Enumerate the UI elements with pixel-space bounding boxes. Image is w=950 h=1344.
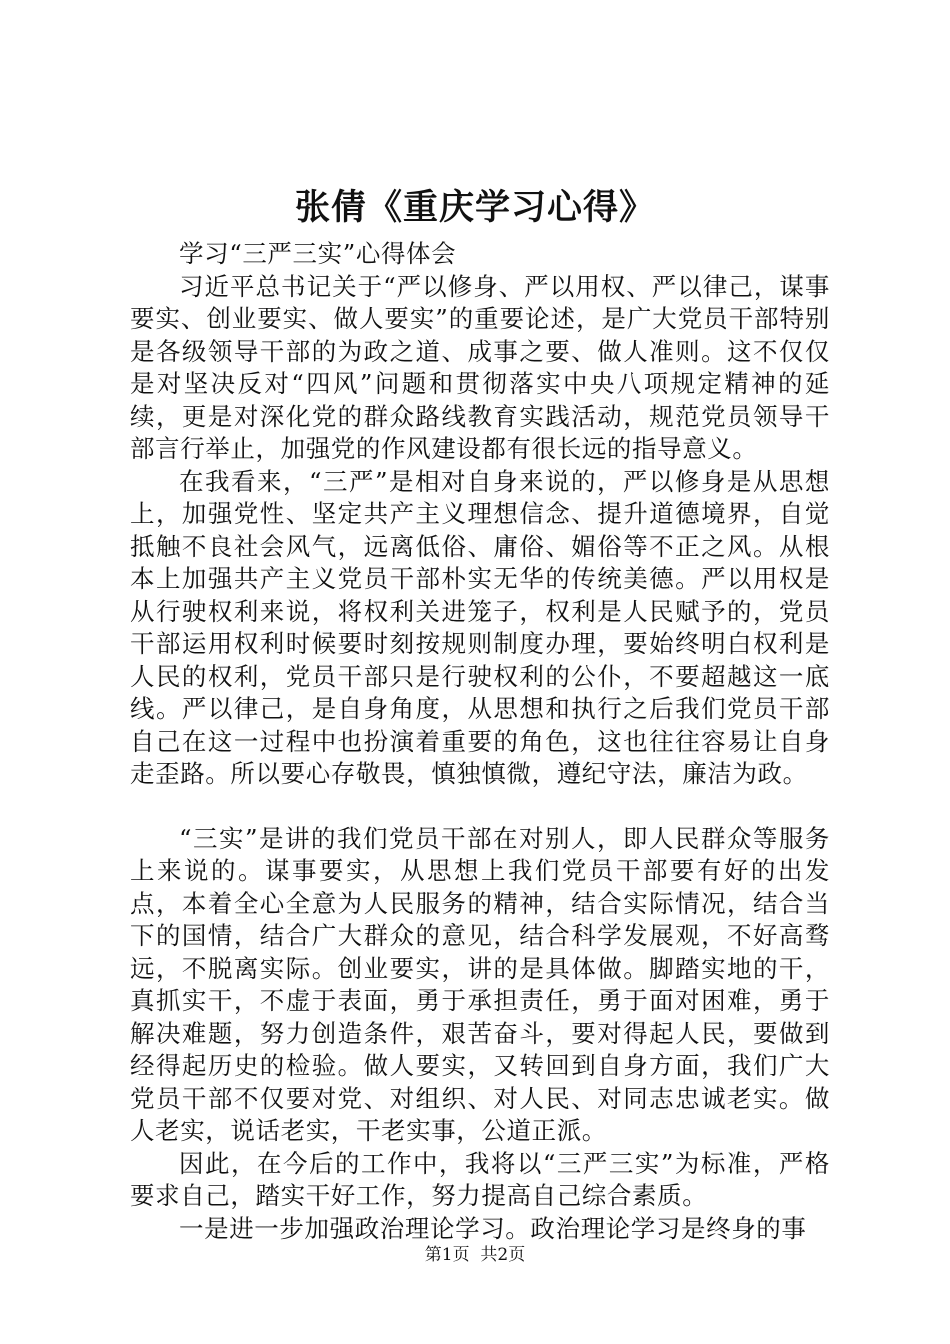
page-number: 第1页 共2页	[424, 1245, 526, 1265]
page-footer	[0, 1243, 950, 1267]
paragraph: 在我看来，“三严”是相对自身来说的，严以修身是从思想上，加强党性、坚定共产主义理想信念、提升道德境界，自觉抵触不良社会风气，远离低俗、庸俗、媚俗等不正之风。从根本上加强共产主义党员干部朴实无华的传统美德。严以用权是从行驶权利来说，将权利关进笼子，权利是人民赋予的，党员干部运用权利时候要时刻按规则制度办理，要始终明白权利是人民的权利，党员干部只是行驶权利的公仆，不要超越这一底线。严以律己，是自身角度，从思想和执行之后我们党员干部自己在这一过程中也扮演着重要的角色，这也往往容易让自身走歪路。所以要心存敬畏，慎独慎微，遵纪守法，廉洁为政。	[130, 466, 830, 788]
paragraph: 一是进一步加强政治理论学习。政治理论学习是终身的事	[179, 1213, 807, 1243]
paragraph: “三实”是讲的我们党员干部在对别人，即人民群众等服务上来说的。谋事要实，从思想上我们党员干部要有好的出发点，本着全心全意为人民服务的精神，结合实际情况，结合当下的国情，结合广大群众的意见，结合科学发展观，不好高骛远，不脱离实际。创业要实，讲的是具体做。脚踏实地的干，真抓实干，不虚于表面，勇于承担责任，勇于面对困难，勇于解决难题，努力创造条件，艰苦奋斗，要对得起人民，要做到经得起历史的检验。做人要实，又转回到自身方面，我们广大党员干部不仅要对党、对组织、对人民、对同志忠诚老实。做人老实，说话老实，干老实事，公道正派。	[130, 823, 830, 1145]
document-title: 张倩《重庆学习心得》	[294, 187, 655, 228]
paragraph: 习近平总书记关于“严以修身、严以用权、严以律己，谋事要实、创业要实、做人要实”的重要论述，是广大党员干部特别是各级领导干部的为政之道、成事之要、做人准则。这不仅仅是对坚决反对“四风”问题和贯彻落实中央八项规定精神的延续，更是对深化党的群众路线教育实践活动，规范党员领导干部言行举止，加强党的作风建设都有很长远的指导意义。	[130, 271, 830, 463]
document-subtitle: 学习“三严三实”心得体会	[179, 239, 457, 268]
paragraph: 因此，在今后的工作中，我将以“三严三实”为标准，严格要求自己，踏实干好工作，努力提高自己综合素质。	[130, 1148, 830, 1210]
document-body	[130, 238, 830, 1245]
